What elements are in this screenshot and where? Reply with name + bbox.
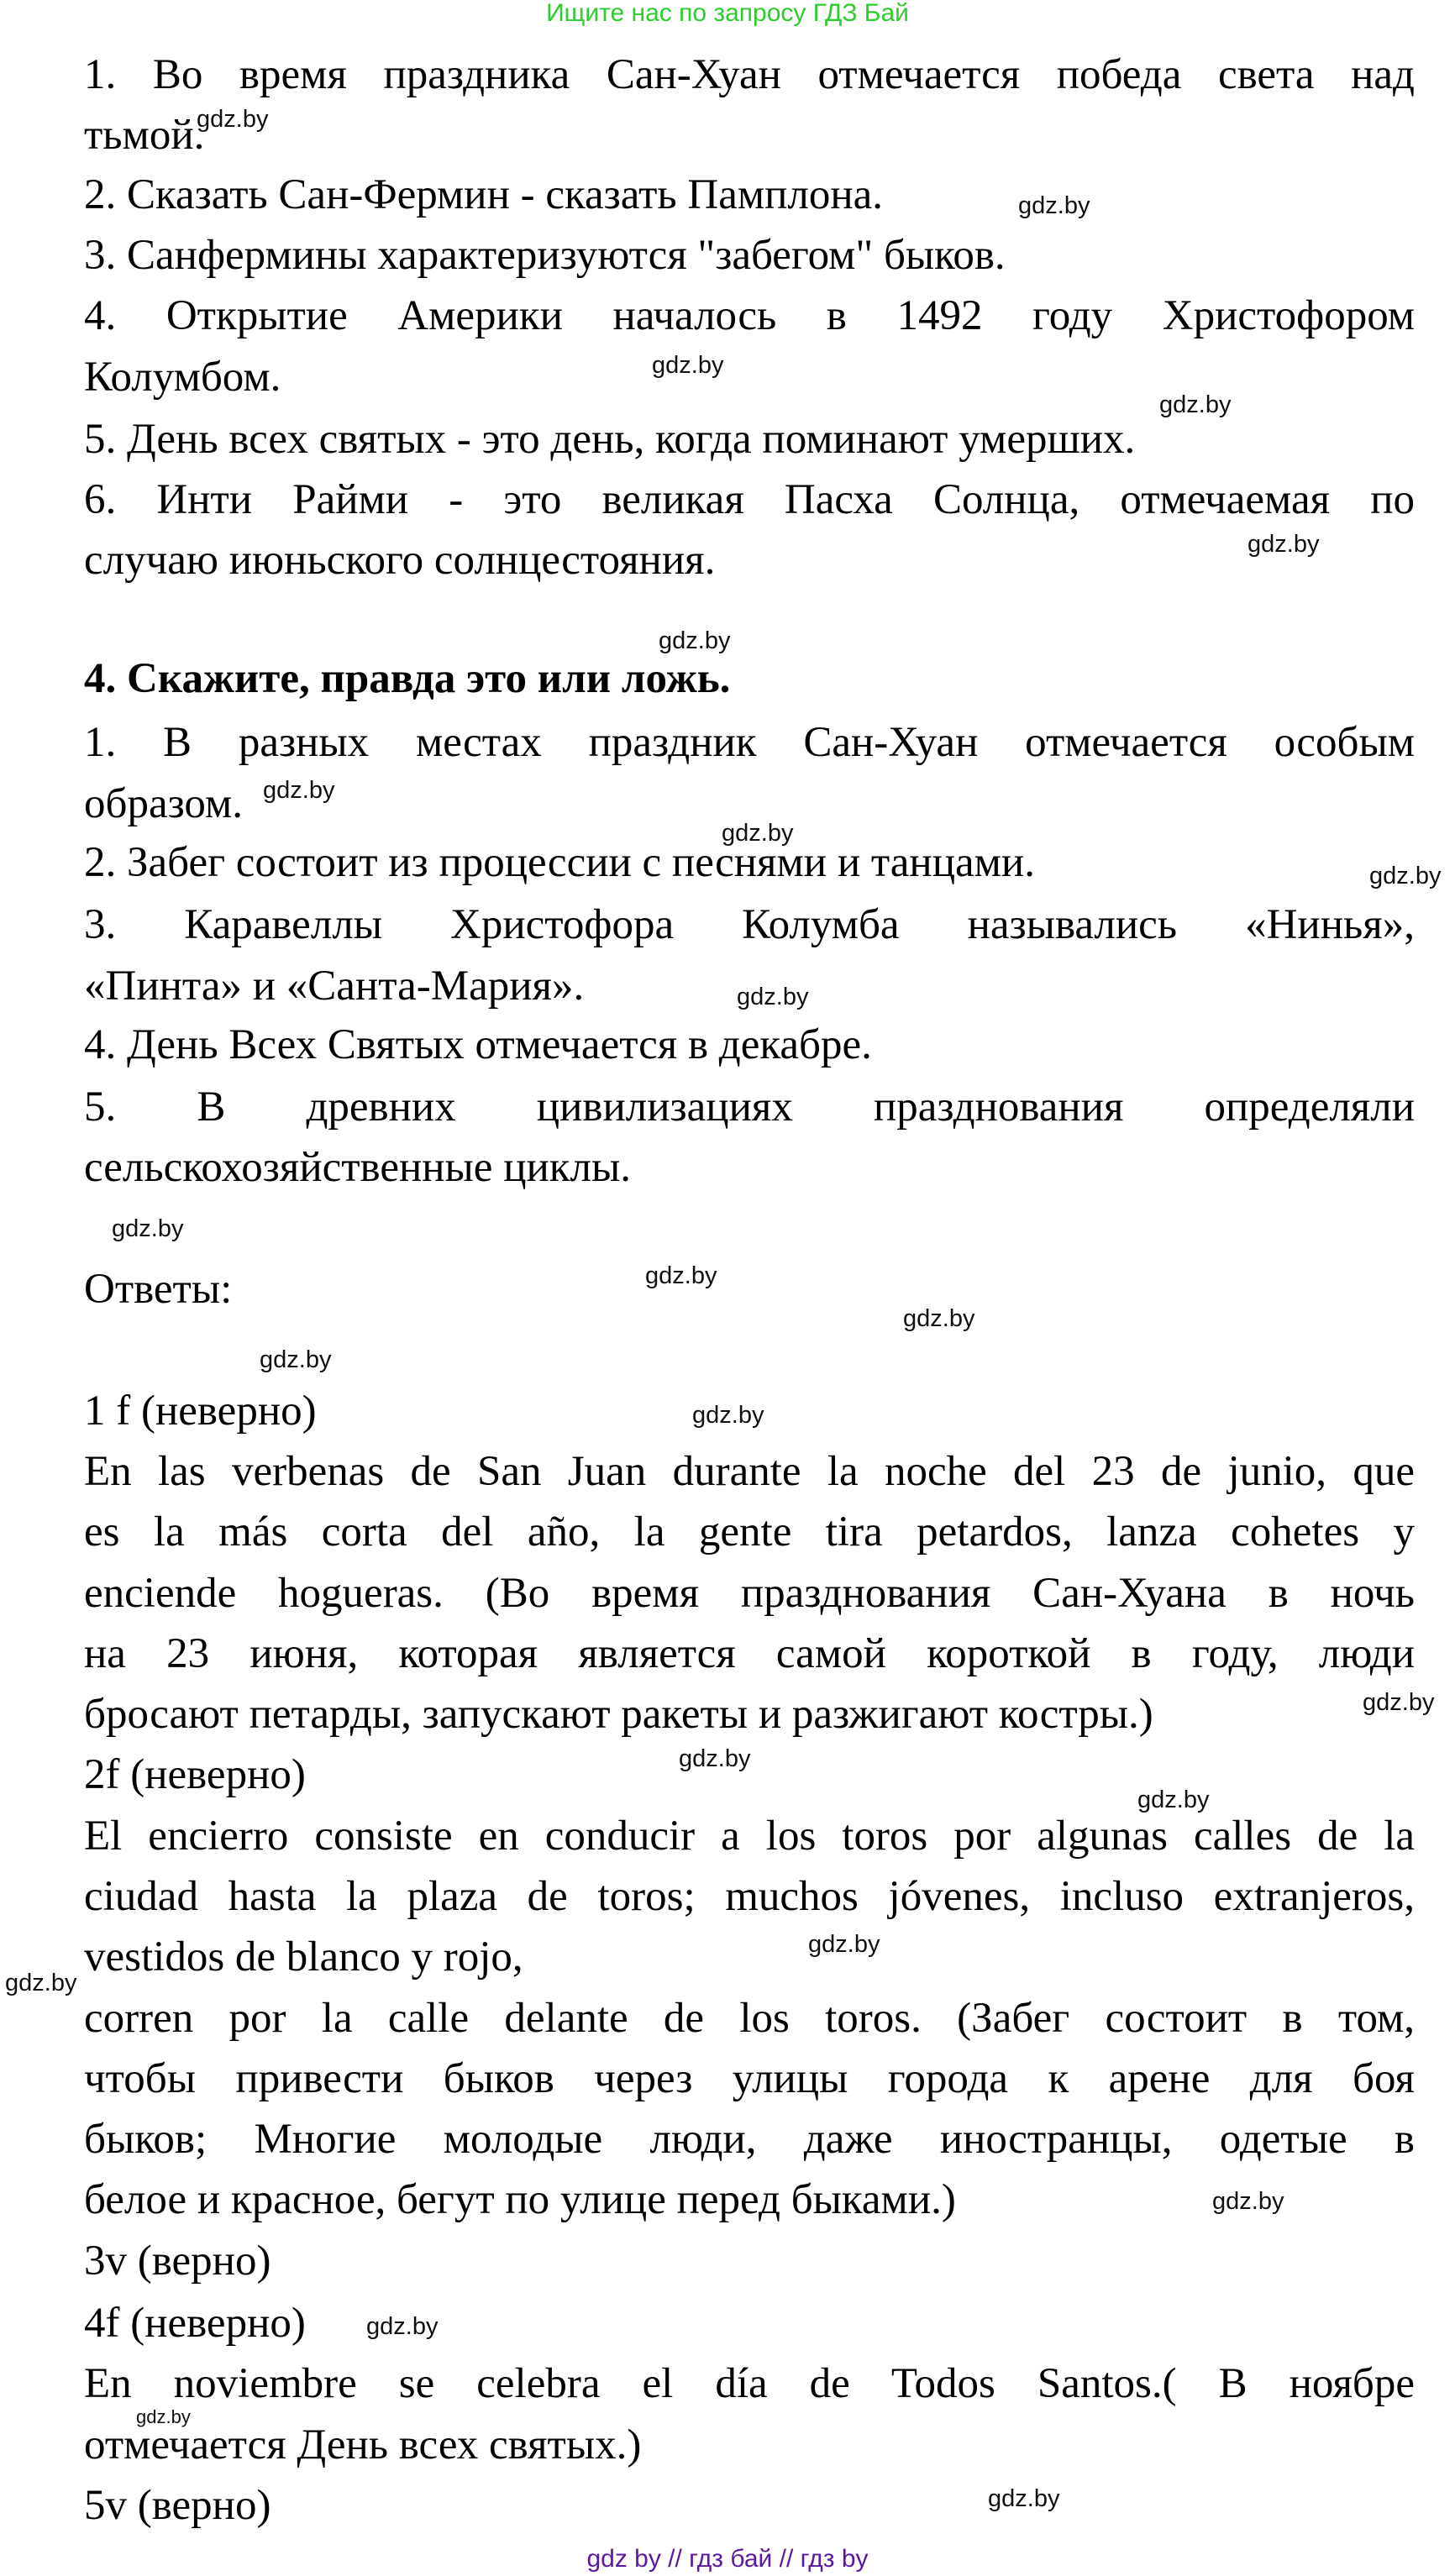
text-line: сельскохозяйственные циклы. — [84, 1144, 632, 1191]
text-line: случаю июньского солнцестояния. — [84, 537, 716, 584]
text-line: 3. Каравеллы Христофора Колумба назывались «Нинья», — [84, 901, 1415, 948]
text-line: 2f (неверно) — [84, 1751, 306, 1798]
text-line: vestidos de blanco y rojo, — [84, 1933, 523, 1981]
gdz-watermark: gdz.by — [1212, 2188, 1284, 2215]
gdz-watermark: gdz.by — [659, 627, 731, 654]
text-line: образом. — [84, 780, 243, 827]
text-line: 1. В разных местах праздник Сан-Хуан отмечается особым — [84, 719, 1415, 766]
gdz-watermark: gdz.by — [260, 1346, 332, 1373]
gdz-watermark: gdz.by — [112, 1215, 184, 1242]
text-line: на 23 июня, которая является самой короткой в году, люди — [84, 1630, 1415, 1677]
text-line: 1 f (неверно) — [84, 1388, 317, 1435]
text-line: 4. День Всех Святых отмечается в декабре. — [84, 1021, 872, 1068]
gdz-watermark: gdz.by — [1369, 863, 1442, 889]
gdz-watermark: gdz.by — [692, 1402, 764, 1429]
gdz-watermark: gdz.by — [1363, 1689, 1435, 1716]
text-line: тьмой. — [84, 112, 205, 159]
text-line: 5. В древних цивилизациях празднования определяли — [84, 1083, 1415, 1131]
text-line: ciudad hasta la plaza de toros; muchos jóvenes, incluso extranjeros, — [84, 1873, 1415, 1920]
gdz-watermark: gdz.by — [645, 1262, 717, 1289]
gdz-watermark: gdz.by — [737, 984, 809, 1010]
search-banner: Ищите нас по запросу ГДЗ Бай — [546, 0, 909, 27]
text-line: 3v (верно) — [84, 2238, 271, 2285]
gdz-watermark: gdz.by — [136, 2406, 191, 2427]
text-line: «Пинта» и «Санта-Мария». — [84, 963, 585, 1010]
text-line: 4f (неверно) — [84, 2300, 306, 2347]
text-line: En las verbenas de San Juan durante la noche del 23 de junio, que — [84, 1448, 1415, 1495]
gdz-watermark: gdz.by — [1018, 192, 1090, 219]
gdz-watermark: gdz.by — [1159, 391, 1232, 418]
gdz-watermark: gdz.by — [808, 1931, 880, 1958]
footer-watermark: gdz by // гдз бай // гдз by — [586, 2545, 869, 2573]
text-line: 5v (верно) — [84, 2482, 271, 2529]
gdz-watermark: gdz.by — [366, 2313, 439, 2340]
text-line: En noviembre se celebra el día de Todos Santos.( В ноябре — [84, 2360, 1415, 2407]
text-line: отмечается День всех святых.) — [84, 2421, 642, 2468]
text-line: бросают петарды, запускают ракеты и разжигают костры.) — [84, 1691, 1153, 1738]
gdz-watermark: gdz.by — [652, 352, 724, 379]
text-line: белое и красное, бегут по улице перед быками.) — [84, 2176, 956, 2223]
gdz-watermark: gdz.by — [722, 820, 794, 847]
text-line: 5. День всех святых - это день, когда поминают умерших. — [84, 416, 1136, 463]
gdz-watermark: gdz.by — [679, 1745, 751, 1772]
text-line: corren por la calle delante de los toros. (Забег состоит в том, — [84, 1995, 1415, 2042]
text-line: es la más corta del año, la gente tira petardos, lanza cohetes y — [84, 1508, 1415, 1556]
text-line: Ответы: — [84, 1266, 233, 1313]
text-line: чтобы привести быков через улицы города к арене для боя — [84, 2055, 1415, 2102]
gdz-watermark: gdz.by — [1137, 1786, 1210, 1813]
text-line: 3. Санфермины характеризуются "забегом" быков. — [84, 232, 1006, 279]
gdz-watermark: gdz.by — [988, 2485, 1060, 2512]
text-line: Колумбом. — [84, 354, 281, 401]
section-heading: 4. Скажите, правда это или ложь. — [84, 655, 731, 702]
text-line: 4. Открытие Америки началось в 1492 году Христофором — [84, 292, 1415, 339]
gdz-watermark: gdz.by — [903, 1305, 975, 1332]
text-line: enciende hogueras. (Во время празднования Сан-Хуана в ночь — [84, 1570, 1415, 1617]
gdz-watermark: gdz.by — [1248, 531, 1320, 558]
text-line: 6. Инти Райми - это великая Пасха Солнца, отмечаемая по — [84, 476, 1415, 523]
gdz-watermark: gdz.by — [263, 777, 335, 804]
text-line: 2. Сказать Сан-Фермин - сказать Памплона. — [84, 171, 884, 218]
gdz-watermark: gdz.by — [197, 106, 269, 133]
text-line: El encierro consiste en conducir a los toros por algunas calles de la — [84, 1813, 1415, 1860]
text-line: 2. Забег состоит из процессии с песнями и танцами. — [84, 839, 1035, 886]
text-line: 1. Во время праздника Сан-Хуан отмечается победа света над — [84, 51, 1415, 98]
gdz-watermark: gdz.by — [5, 1970, 77, 1996]
text-line: быков; Многие молодые люди, даже иностранцы, одетые в — [84, 2116, 1415, 2163]
